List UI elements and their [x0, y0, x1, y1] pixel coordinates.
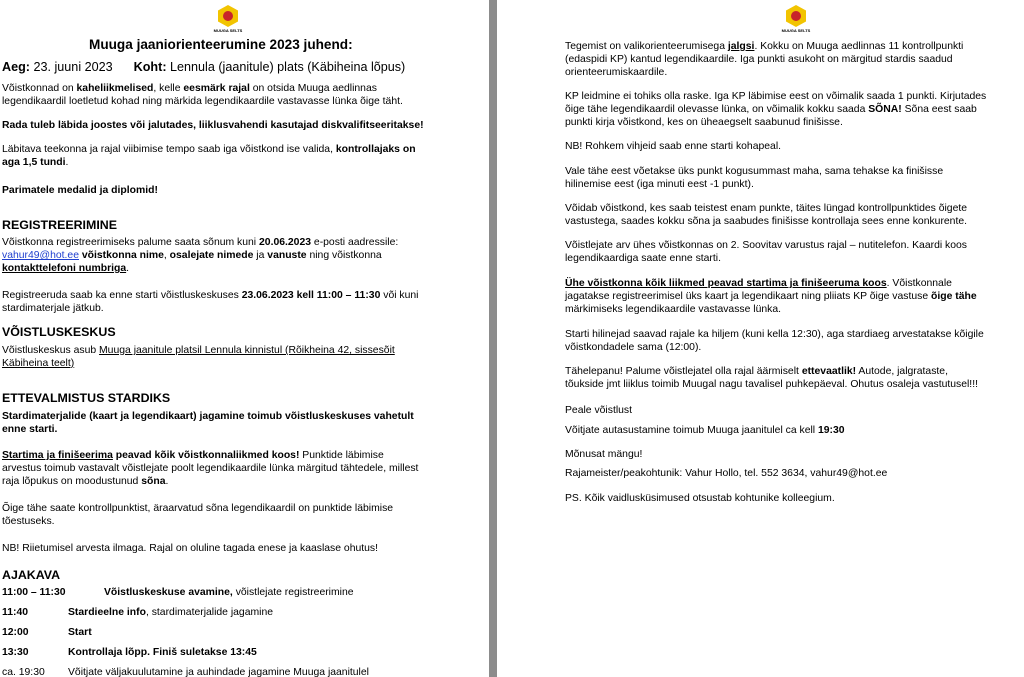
schedule-desc: Start [68, 627, 92, 638]
prep-line-2: arvestus toimub vastavalt võistlejate poolt legendikaardile lünka märgitud tähtedele, millest [2, 463, 419, 474]
para-2-line-2: õige tähe legendikaardil olevasse lünka, on võimalik kokku saada SÕNA! Sõna eest saab [565, 104, 977, 115]
chief-judge-line: Rajameister/peakohtunik: Vahur Hollo, tel. 552 3634, vahur49@hot.ee [565, 468, 888, 479]
document-page-2 [497, 0, 1024, 677]
page-gutter [489, 0, 497, 677]
prep-line-3: raja lõpukus on moodustunud sõna. [2, 476, 169, 487]
date-value: 23. juuni 2023 [33, 60, 113, 74]
schedule-time: 13:30 [2, 647, 29, 658]
event-meta [2, 61, 405, 74]
para-7-line-2: jagatakse registreerimisel üks kaart ja legendikaart ning pliiats KP õige vastuse õige tähe [565, 291, 977, 302]
para-9-line-2: tõukside jmt liiklus toimib Muugal nagu tavalisel puhkepäeval. Ohutus osaleja vastutusel!!! [565, 379, 978, 390]
registration-line-4: Registreeruda saab ka enne starti võistluskeskuses 23.06.2023 kell 11:00 – 11:30 või kuni [2, 290, 419, 301]
schedule-desc: Võistluskeskuse avamine, võistlejate registreerimine [104, 587, 354, 598]
para-6-line-1: Võistlejate arv ühes võistkonnas on 2. Soovitav varustus rajal – nutitelefon. Kaardi koos [565, 240, 967, 251]
para-4-line-2: hilinemise eest (iga minuti eest -1 punkt). [565, 179, 754, 190]
intro-line-1: Võistkonnad on kaheliikmelised, kelle eesmärk rajal on otsida Muuga aedlinnas [2, 83, 377, 94]
prep-line-4: Õige tähe saate kontrollpunktist, äraarvatud sõna legendikaardil on punktide läbimise [2, 503, 394, 514]
para-1-line-2: (edaspidi KP) kantud legendikaardile. Iga punkti asukoht on märgitud stardis saadud [565, 54, 953, 65]
prep-line-5: tõestuseks. [2, 516, 55, 527]
prep-bold-line-1: Stardimaterjalide (kaart ja legendikaart) jagamine toimub võistluskeskuses vahetult [2, 411, 414, 422]
heading-ajakava: AJAKAVA [2, 568, 61, 582]
heading-ettevalmistus: ETTEVALMISTUS STARDIKS [2, 391, 171, 405]
venue-line-1: Võistluskeskus asub Muuga jaanitule platsil Lennula kinnistul (Rõikheina 42, sissesõit [2, 345, 395, 356]
awards-line: Võitjate autasustamine toimub Muuga jaanitulel ca kell 19:30 [565, 425, 845, 436]
para-4-line-1: Vale tähe eest võetakse üks punkt kogusummast maha, sama tehakse ka finišisse [565, 166, 944, 177]
para-5-line-2: vastustega, saades kokku sõna ja saabudes finišisse kontrollaja sees enne konkurente. [565, 216, 968, 227]
registration-line-1: Võistkonna registreerimiseks palume saata sõnum kuni 20.06.2023 e-posti aadressile: [2, 237, 399, 248]
place-value: Lennula (jaanitule) plats (Käbiheina lõpus) [170, 60, 406, 74]
para-8-line-1: Starti hilinejad saavad rajale ka hiljem (kuni kella 12:30), aga stardiaeg arvestatakse kõigile [565, 329, 984, 340]
para-5-line-1: Võidab võistkond, kes saab teistest enam punkte, täites lüngad kontrollpunktides õigete [565, 203, 968, 214]
para-6-line-2: legendikaardiga saate enne starti. [565, 253, 721, 264]
para-1-line-1: Tegemist on valikorienteerumisega jalgsi. Kokku on Muuga aedlinnas 11 kontrollpunkti [565, 41, 964, 52]
document-page-1 [0, 0, 489, 677]
para-9-line-1: Tähelepanu! Palume võistlejatel olla rajal äärmiselt ettevaatlik! Autode, jalgrataste, [565, 366, 948, 377]
page-title: Muuga jaaniorienteerumine 2023 juhend: [89, 37, 353, 52]
heading-voistluskeskus: VÕISTLUSKESKUS [2, 325, 116, 339]
ps-line: PS. Kõik vaidlusküsimused otsustab kohtunike kolleegium. [565, 493, 835, 504]
schedule-desc: Võitjate väljakuulutamine ja auhindade jagamine Muuga jaanitulel [68, 667, 369, 677]
para-7-line-3: märkimiseks legendikaardile vastavasse lünka. [565, 304, 781, 315]
para-2-line-3: punkti kirja võistkond, kes on üheaegselt saabunud finišisse. [565, 117, 843, 128]
schedule-time: 11:40 [2, 607, 29, 618]
para-1-line-3: orienteerumiskaardile. [565, 67, 668, 78]
schedule-desc: Kontrollaja lõpp. Finiš suletakse 13:45 [68, 647, 257, 658]
para-8-line-2: võistkondadele sama (12:00). [565, 342, 702, 353]
schedule-time: 11:00 – 11:30 [2, 587, 66, 598]
rule-no-vehicles: Rada tuleb läbida joostes või jalutades, liiklusvahendi kasutajad diskvalifitseeritakse! [2, 120, 424, 131]
para-3: NB! Rohkem vihjeid saab enne starti kohapeal. [565, 141, 782, 152]
time-limit-line-2: aga 1,5 tundi. [2, 157, 69, 168]
logo-caption: MUUGA SELTS [781, 28, 811, 33]
muuga-selts-logo [781, 5, 811, 35]
after-race-heading: Peale võistlust [565, 405, 632, 416]
logo-emblem-icon [223, 11, 233, 21]
intro-line-2: legendikaardil loetletud kohad ning märkida legendikaardile vastavasse lünka õige täht. [2, 96, 403, 107]
place-label: Koht: [133, 60, 167, 74]
time-limit-line-1: Läbitava teekonna ja rajal viibimise tempo saab iga võistkond ise valida, kontrollajaks on [2, 144, 416, 155]
prizes-note: Parimatele medalid ja diplomid! [2, 185, 158, 196]
muuga-selts-logo [213, 5, 243, 35]
safety-note: NB! Riietumisel arvesta ilmaga. Rajal on oluline tagada enese ja kaaslase ohutus! [2, 543, 379, 554]
prep-bold-line-2: enne starti. [2, 424, 58, 435]
registration-line-5: stardimaterjale jätkub. [2, 303, 104, 314]
registration-line-2: vahur49@hot.ee võistkonna nime, osalejate nimede ja vanuste ning võistkonna [2, 250, 382, 261]
heading-registreerimine: REGISTREERIMINE [2, 218, 117, 232]
para-2-line-1: KP leidmine ei tohiks olla raske. Iga KP läbimise eest on võimalik saada 1 punkti. Kirjutades [565, 91, 987, 102]
para-7-line-1: Ühe võistkonna kõik liikmed peavad startima ja finišeeruma koos. Võistkonnale [565, 278, 952, 289]
logo-emblem-icon [791, 11, 801, 21]
venue-line-2: Käbiheina teelt) [2, 358, 75, 369]
date-label: Aeg: [2, 60, 30, 74]
prep-line-start: Startima ja finišeerima peavad kõik võistkonnaliikmed koos! Punktide läbimise [2, 450, 384, 461]
email-link[interactable]: vahur49@hot.ee [2, 250, 79, 261]
schedule-time: 12:00 [2, 627, 29, 638]
schedule-time: ca. 19:30 [2, 667, 45, 677]
good-game-line: Mõnusat mängu! [565, 449, 643, 460]
registration-line-3: kontakttelefoni numbriga. [2, 263, 130, 274]
schedule-desc: Stardieelne info, stardimaterjalide jagamine [68, 607, 274, 618]
logo-caption: MUUGA SELTS [213, 28, 243, 33]
